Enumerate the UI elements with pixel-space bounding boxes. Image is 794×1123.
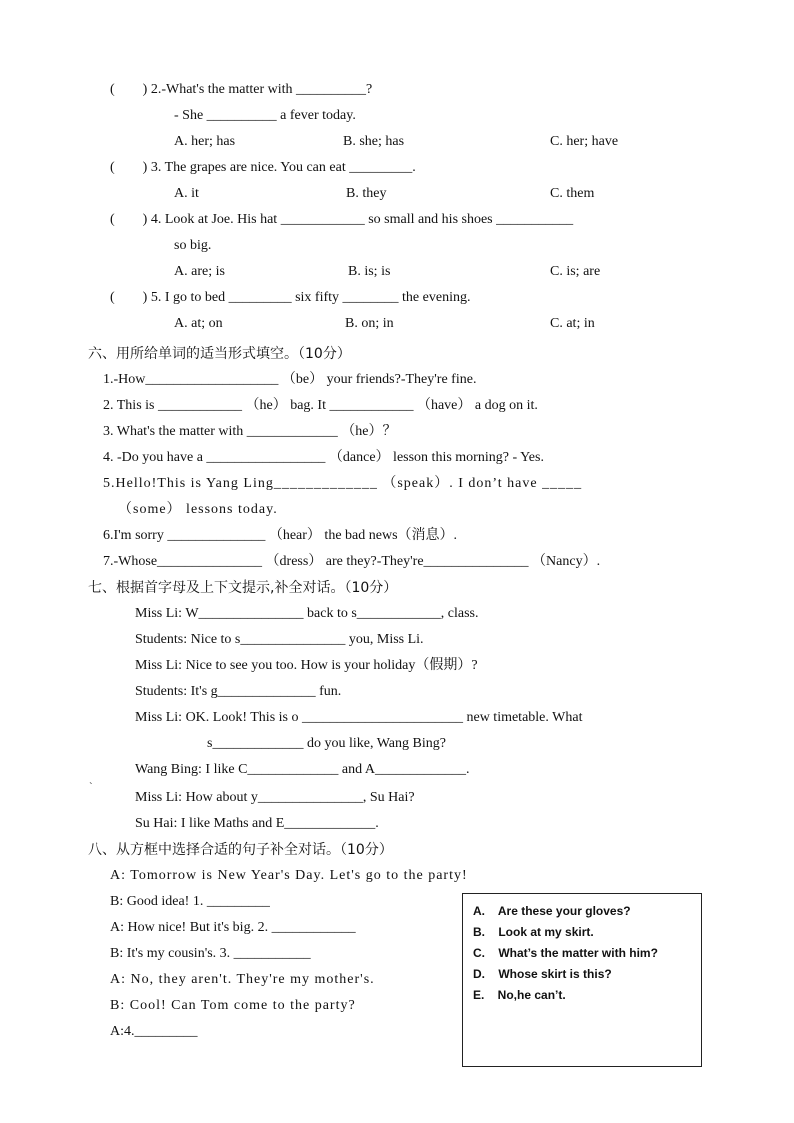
conversation-line: B: Good idea! 1. _________ — [110, 894, 270, 909]
conversation-line: A: Tomorrow is New Year's Day. Let's go to the party! — [110, 868, 468, 883]
section-6-item-1: 1.-How___________________ （be） your friends?-They're fine. — [103, 372, 477, 387]
question-5-line-1: ( ) 5. I go to bed _________ six fifty ________ the evening. — [110, 290, 471, 305]
conversation-line: B: It's my cousin's. 3. ___________ — [110, 946, 311, 961]
dialogue-line: Miss Li: Nice to see you too. How is your holiday（假期）? — [135, 658, 478, 673]
question-3-option-b: B. they — [346, 186, 387, 201]
dialogue-line: Students: It's g______________ fun. — [135, 684, 342, 699]
question-2-line-1: ( ) 2.-What's the matter with __________? — [110, 82, 373, 97]
question-3-option-c: C. them — [550, 186, 595, 201]
dialogue-line: Students: Nice to s_______________ you, Miss Li. — [135, 632, 424, 647]
dialogue-line: Miss Li: W_______________ back to s____________, class. — [135, 606, 479, 621]
section-6-item-2: 2. This is ____________ （he） bag. It ____________ （have） a dog on it. — [103, 398, 538, 413]
conversation-line: A: No, they aren't. They're my mother's. — [110, 972, 375, 987]
section-6-item-6: 6.I'm sorry ______________ （hear） the bad news（消息）. — [103, 528, 458, 543]
question-4-option-c: C. is; are — [550, 264, 601, 279]
question-5-option-c: C. at; in — [550, 316, 595, 331]
question-4-line-2: so big. — [174, 238, 212, 253]
question-5-option-a: A. at; on — [174, 316, 223, 331]
conversation-line: B: Cool! Can Tom come to the party? — [110, 998, 356, 1013]
stray-mark: ` — [89, 781, 93, 793]
option-c: C. What’s the matter with him? — [473, 946, 658, 960]
question-2-line-2: - She __________ a fever today. — [174, 108, 356, 123]
section-6-title: 六、用所给单词的适当形式填空。（10分） — [88, 346, 351, 362]
question-3-option-a: A. it — [174, 186, 199, 201]
conversation-line: A:4._________ — [110, 1024, 198, 1039]
section-6-item-5: 5.Hello!This is Yang Ling_____________ （speak）. I don’t have _____ — [103, 476, 583, 491]
option-d: D. Whose skirt is this? — [473, 967, 612, 981]
section-7-title: 七、根据首字母及上下文提示,补全对话。（10分） — [88, 580, 398, 596]
options-box — [462, 893, 702, 1067]
dialogue-line: Miss Li: OK. Look! This is o _______________________ new timetable. What — [135, 710, 583, 725]
question-4-option-a: A. are; is — [174, 264, 225, 279]
question-3-line-1: ( ) 3. The grapes are nice. You can eat _________. — [110, 160, 416, 175]
section-6-item-3: 3. What's the matter with _____________ （he）？ — [103, 424, 397, 439]
conversation-line: A: How nice! But it's big. 2. ____________ — [110, 920, 356, 935]
question-4-option-b: B. is; is — [348, 264, 391, 279]
section-6-item-4: 4. -Do you have a _________________ （dance） lesson this morning? - Yes. — [103, 450, 544, 465]
option-a: A. Are these your gloves? — [473, 904, 631, 918]
question-4-line-1: ( ) 4. Look at Joe. His hat ____________ so small and his shoes ___________ — [110, 212, 574, 227]
question-2-option-b: B. she; has — [343, 134, 405, 149]
dialogue-line: s_____________ do you like, Wang Bing? — [207, 736, 446, 751]
section-6-item-7: 7.-Whose_______________ （dress） are they?-They're_______________ （Nancy）. — [103, 554, 601, 569]
dialogue-line: Miss Li: How about y_______________, Su Hai? — [135, 790, 415, 805]
option-b: B. Look at my skirt. — [473, 925, 594, 939]
option-e: E. No,he can’t. — [473, 988, 566, 1002]
question-2-option-a: A. her; has — [174, 134, 236, 149]
dialogue-line: Su Hai: I like Maths and E_____________. — [135, 816, 379, 831]
question-5-option-b: B. on; in — [345, 316, 394, 331]
section-8-title: 八、从方框中选择合适的句子补全对话。（10分） — [88, 842, 393, 858]
question-2-option-c: C. her; have — [550, 134, 619, 149]
dialogue-line: Wang Bing: I like C_____________ and A_____________. — [135, 762, 470, 777]
section-6-item-5-cont: （some） lessons today. — [118, 502, 278, 517]
